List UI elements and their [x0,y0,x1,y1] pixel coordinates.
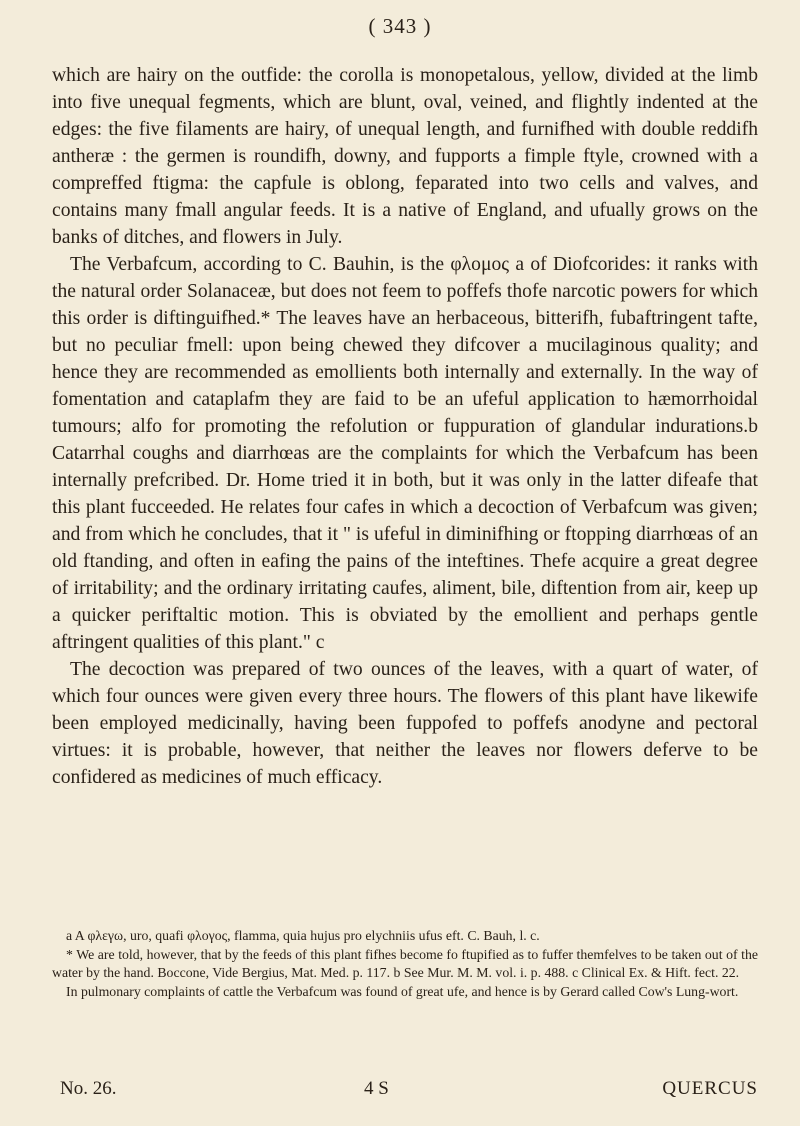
paragraph-3: The decoction was prepared of two ounces of the leaves, with a quart of water, of which four ounces were given every three hours. The flowers of this plant have likewife been employed medicinally, having been fuppofed to poffefs anodyne and pectoral virtues: it is probable, however, that neither the leaves nor flowers deferve to be confidered as medicines of much efficacy. [52,659,758,788]
paragraph-2: The Verbafcum, according to C. Bauhin, is the φλομος a of Diofcorides: it ranks with the natural order Solanaceæ, but does not feem to poffefs thofe narcotic powers for which this order is diftinguifhed.* The leaves have an herbaceous, bitterifh, fubaftringent tafte, but no peculiar fmell: upon being chewed they difcover a mucilaginous quality; and hence they are recommended as emollients both internally and externally. In the way of fomentation and cataplafm they are faid to be an ufeful application to hæmorrhoidal tumours; alfo for promoting the refolution or fuppuration of glandular indurations.b Catarrhal coughs and diarrhœas are the complaints for which the Verbafcum has been internally prefcribed. Dr. Home tried it in both, but it was only in the latter difeafe that this plant fucceeded. He relates four cafes in which a decoction of Verbafcum was given; and from which he concludes, that it " is ufeful in diminifhing or ftopping diarrhœas of an old ftanding, and often in eafing the pains of the inteftines. Thefe acquire a great degree of irritability; and the ordinary irritating caufes, aliment, bile, diftention from air, keep up a quicker periftaltic motion. This is obviated by the emollient and perhaps gentle aftringent qualities of this plant." c [52,254,758,653]
page-number: ( 343 ) [368,14,432,38]
gathering-mark: 4 S [364,1078,389,1099]
main-text [52,62,758,791]
signature-number: No. 26. [60,1078,117,1099]
footnote-a: a A φλεγω, uro, quafi φλογος, flamma, quia hujus pro elychniis ufus eft. C. Bauh, l. c. [66,928,540,943]
footnote-pulmonary: In pulmonary complaints of cattle the Verbafcum was found of great ufe, and hence is by Gerard called Cow's Lung-wort. [66,983,739,999]
paragraph-1: which are hairy on the outfide: the corolla is monopetalous, yellow, divided at the limb into five unequal fegments, which are blunt, oval, veined, and flightly indented at the edges: the five filaments are hairy, of unequal length, and furnifhed with double reddifh antheræ : the germen is roundifh, downy, and fupports a fimple ftyle, crowned with a compreffed ftigma: the capfule is oblong, feparated into two cells and valves, and contains many fmall angular feeds. It is a native of England, and ufually grows on the banks of ditches, and flowers in July. [52,65,758,248]
footnotes [52,927,758,1001]
footnote-star: * We are told, however, that by the feeds of this plant fifhes become fo ftupified as to fuffer themfelves to be taken out of the water by the hand. Boccone, Vide Bergius, Mat. Med. p. 117. b See Mur. M. M. vol. i. p. 488. c Clinical Ex. & Hift. fect. 22. [52,946,758,980]
catchword: QUERCUS [662,1078,758,1099]
catchline [52,1078,758,1104]
